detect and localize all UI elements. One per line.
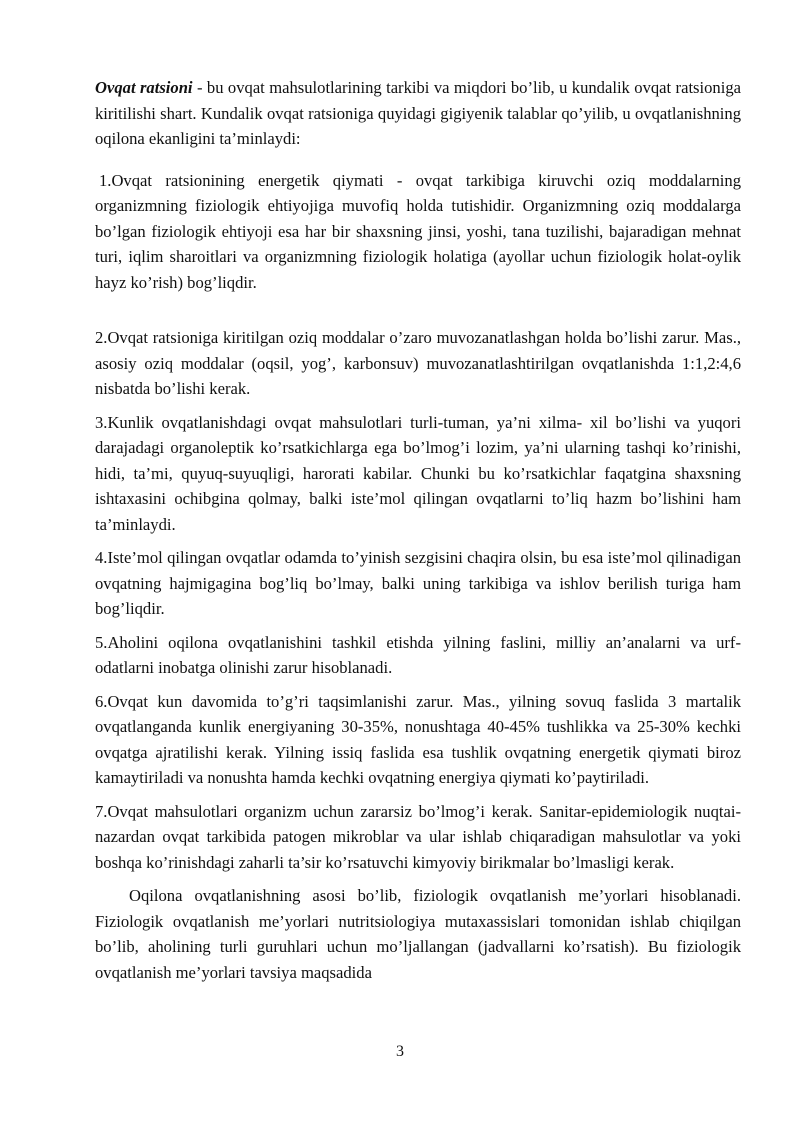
defined-term: Ovqat ratsioni <box>95 78 193 97</box>
requirement-1: 1.Ovqat ratsionining energetik qiymati - ovqat tarkibiga kiruvchi oziq moddalarning organizmning fiziologik ehtiyojiga muvofiq holda tutishidir. Organizmning oziq moddalarga bo’lgan fiziologik ehtiyoji esa har bir shaxsning jinsi, yoshi, tana tuzilishi, bajaradigan mehnat turi, iqlim sharoitlari va organizmning fiziologik holatiga (ayollar uchun fiziologik holat-oylik hayz ko’rish) bog’liqdir. <box>95 170 741 292</box>
requirement-7: 7.Ovqat mahsulotlari organizm uchun zararsiz bo’lmog’i kerak. Sanitar-epidemiologik nuqtai-nazardan ovqat tarkibida patogen mikroblar va ular ishlab chiqaradigan mahsulotlar va yoki boshqa ko’rinishdagi zaharli ta’sir ko’rsatuvchi kimyoviy birikmalar bo’lmasligi kerak. <box>95 801 741 872</box>
requirement-4: 4.Iste’mol qilingan ovqatlar odamda to’yinish sezgisini chaqira olsin, bu esa iste’mol qilinadigan ovqatning hajmigagina bog’liq bo’lmay, balki uning tarkibiga va ishlov berilish turiga ham bog’liqdir. <box>95 548 741 618</box>
intro-paragraph <box>95 75 741 152</box>
requirement-5: 5.Aholini oqilona ovqatlanishini tashkil etishda yilning faslini, milliy an’analarni va urf-odatlarni inobatga olinishi zarur hisoblanadi. <box>95 632 741 677</box>
closing-paragraph: Oqilona ovqatlanishning asosi bo’lib, fiziologik ovqatlanish me’yorlari hisoblanadi. Fiziologik ovqatlanish me’yorlari nutritsiologiya mutaxassislari tomonidan ishlab chiqilgan bo’lib, aholining turli guruhlari uchun mo’ljallangan (jadvallarni ko’rsatish). Bu fiziologik ovqatlanish me’yorlari tavsiya maqsadida <box>95 886 741 982</box>
document-page <box>95 75 741 985</box>
requirement-3: 3.Kunlik ovqatlanishdagi ovqat mahsulotlari turli-tuman, ya’ni xilma- xil bo’lishi va yuqori darajadagi organoleptik ko’rsatkichlarga ega bo’lmog’i lozim, ya’ni ularning tashqi ko’rinishi, hidi, ta’mi, quyuq-suyuqligi, harorati kabilar. Chunki bu ko’rsatkichlar faqatgina shaxsning ishtaxasini ochibgina qolmay, balki iste’mol qilingan ovqatlarni to’liq hazm bo’lishini ham ta’minlaydi. <box>95 412 741 534</box>
requirement-6: 6.Ovqat kun davomida to’g’ri taqsimlanishi zarur. Mas., yilning sovuq faslida 3 martalik ovqatlanganda kunlik energiyaning 30-35%, nonushtaga 40-45% tushlikka va 25-30% kechki ovqatga ajratilishi kerak. Yilning issiq faslida esa tushlik ovqatning energetik qiymati biroz kamaytiriladi va nonushta hamda kechki ovqatning energiya qiymati ko’paytiriladi. <box>95 691 741 787</box>
page-number: 3 <box>396 1043 404 1060</box>
requirement-2: 2.Ovqat ratsioniga kiritilgan oziq moddalar o’zaro muvozanatlashgan holda bo’lishi zarur. Mas., asosiy oziq moddalar (oqsil, yog’, karbonsuv) muvozanatlashtirilgan ovqatlanishda 1:1,2:4,6 nisbatda bo’lishi kerak. <box>95 328 741 398</box>
intro-text: - bu ovqat mahsulotlarining tarkibi va miqdori bo’lib, u kundalik ovqat ratsioniga kiritilishi shart. Kundalik ovqat ratsioniga quyidagi gigiyenik talablar qo’yilib, u ovqatlanishning oqilona ekanligini ta’minlaydi: <box>95 78 741 148</box>
